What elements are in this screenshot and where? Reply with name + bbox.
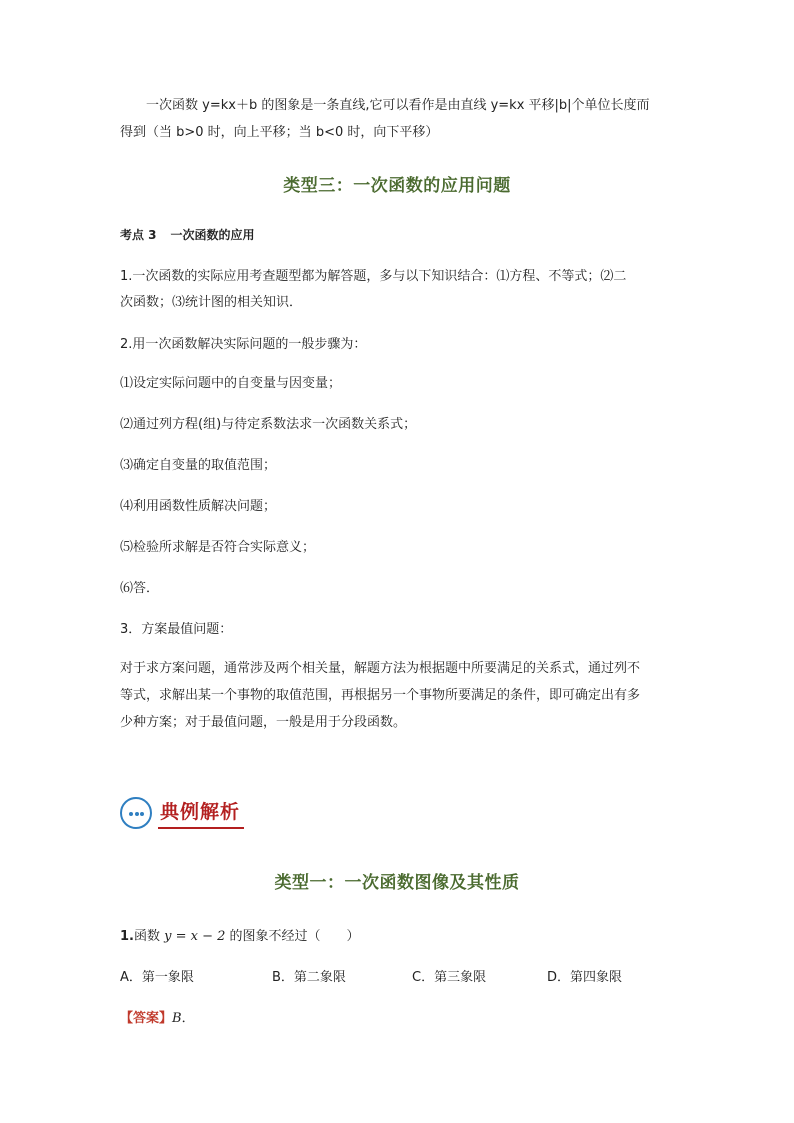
question-expression: y = x − 2 [164,929,226,944]
point-3-body-1: 对于求方案问题，通常涉及两个相关量，解题方法为根据题中所要满足的关系式，通过列不 [120,661,641,676]
intro-line-1: 一次函数 y=kx＋b 的图象是一条直线,它可以看作是由直线 y=kx 平移|b|个单位长度而 [146,98,650,113]
section-one-heading: 类型一：一次函数图像及其性质 [274,873,520,893]
example-banner [120,795,260,835]
answer-label: 【答案】 [120,1011,173,1026]
question-number: 1. [120,929,134,944]
point-3: 3．方案最值问题： [120,622,233,637]
answer-end: ． [181,1011,195,1026]
step-4: ⑷利用函数性质解决问题； [120,499,277,514]
answer-value: B [172,1011,182,1026]
option-d: D．第四象限 [547,970,623,985]
kaodian-title: 一次函数的应用 [170,228,255,242]
kaodian-heading [120,226,255,243]
step-3: ⑶确定自变量的取值范围； [120,458,277,473]
step-5: ⑸检验所求解是否符合实际意义； [120,540,316,555]
question-suffix: 的图象不经过（ ） [229,929,360,944]
point-2: 2.用一次函数解决实际问题的一般步骤为： [120,337,367,352]
ellipsis-circle-icon [120,797,152,829]
question-1 [120,925,360,944]
intro-line-2: 得到（当 b>0 时，向上平移；当 b<0 时，向下平移） [120,125,439,140]
step-1: ⑴设定实际问题中的自变量与因变量； [120,376,342,391]
section-three-heading: 类型三：一次函数的应用问题 [283,176,511,196]
answer-line [120,1007,195,1026]
point-3-body-3: 少种方案；对于最值问题，一般是用于分段函数。 [120,715,407,730]
point-3-body-2: 等式，求解出某一个事物的取值范围，再根据另一个事物所要满足的条件，即可确定出有多 [120,688,641,703]
point-1-line-2: 次函数；⑶统计图的相关知识． [120,295,303,310]
step-6: ⑹答． [120,581,160,596]
option-a: A．第一象限 [120,970,194,985]
intro-paragraph-cont [120,121,676,144]
banner-underline [158,827,244,829]
banner-title: 典例解析 [160,801,241,823]
option-c: C．第三象限 [412,970,487,985]
question-prefix: 函数 [133,929,160,944]
kaodian-label: 考点 3 [120,228,157,242]
intro-paragraph [120,94,676,117]
point-1-line-1: 1.一次函数的实际应用考查题型都为解答题，多与以下知识结合：⑴方程、不等式；⑵二 [120,269,627,284]
step-2: ⑵通过列方程(组)与待定系数法求一次函数关系式； [120,417,417,432]
option-b: B．第二象限 [272,970,346,985]
